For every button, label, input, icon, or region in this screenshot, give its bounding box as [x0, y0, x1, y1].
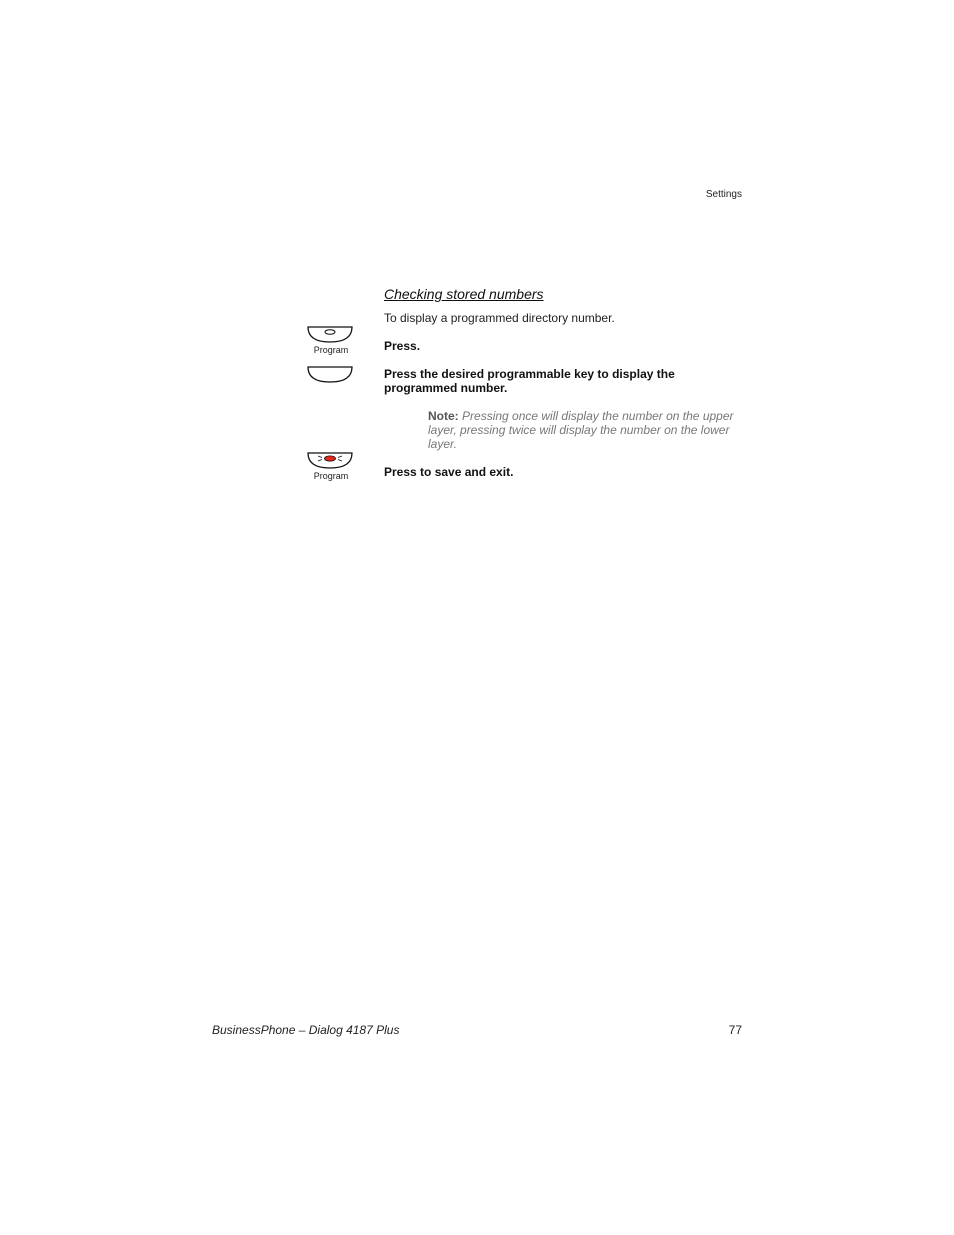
- program-key-icon: [306, 325, 356, 344]
- step-2-text: Press the desired programmable key to display the programmed number.: [384, 367, 675, 395]
- running-header: Settings: [705, 189, 742, 200]
- section-title: Checking stored numbers: [384, 286, 544, 302]
- step-3-text: Press to save and exit.: [384, 465, 514, 479]
- step-1-text: Press.: [384, 339, 421, 353]
- program-key-label: Program: [313, 471, 349, 481]
- programmable-key: [306, 365, 356, 384]
- program-key-flashing-icon: [306, 451, 356, 470]
- program-key-flashing: [306, 451, 356, 481]
- programmable-key-icon: [306, 365, 356, 384]
- intro-text: To display a programmed directory number.: [384, 311, 615, 325]
- note: [428, 409, 744, 451]
- note-label: Note:: [428, 409, 459, 423]
- program-key-label: Program: [313, 345, 349, 355]
- page-number: 77: [728, 1023, 742, 1037]
- program-key: [306, 325, 356, 355]
- note-text: Pressing once will display the number on the upper layer, pressing twice will display the number on the lower layer.: [428, 409, 734, 451]
- footer-title: BusinessPhone – Dialog 4187 Plus: [212, 1023, 400, 1037]
